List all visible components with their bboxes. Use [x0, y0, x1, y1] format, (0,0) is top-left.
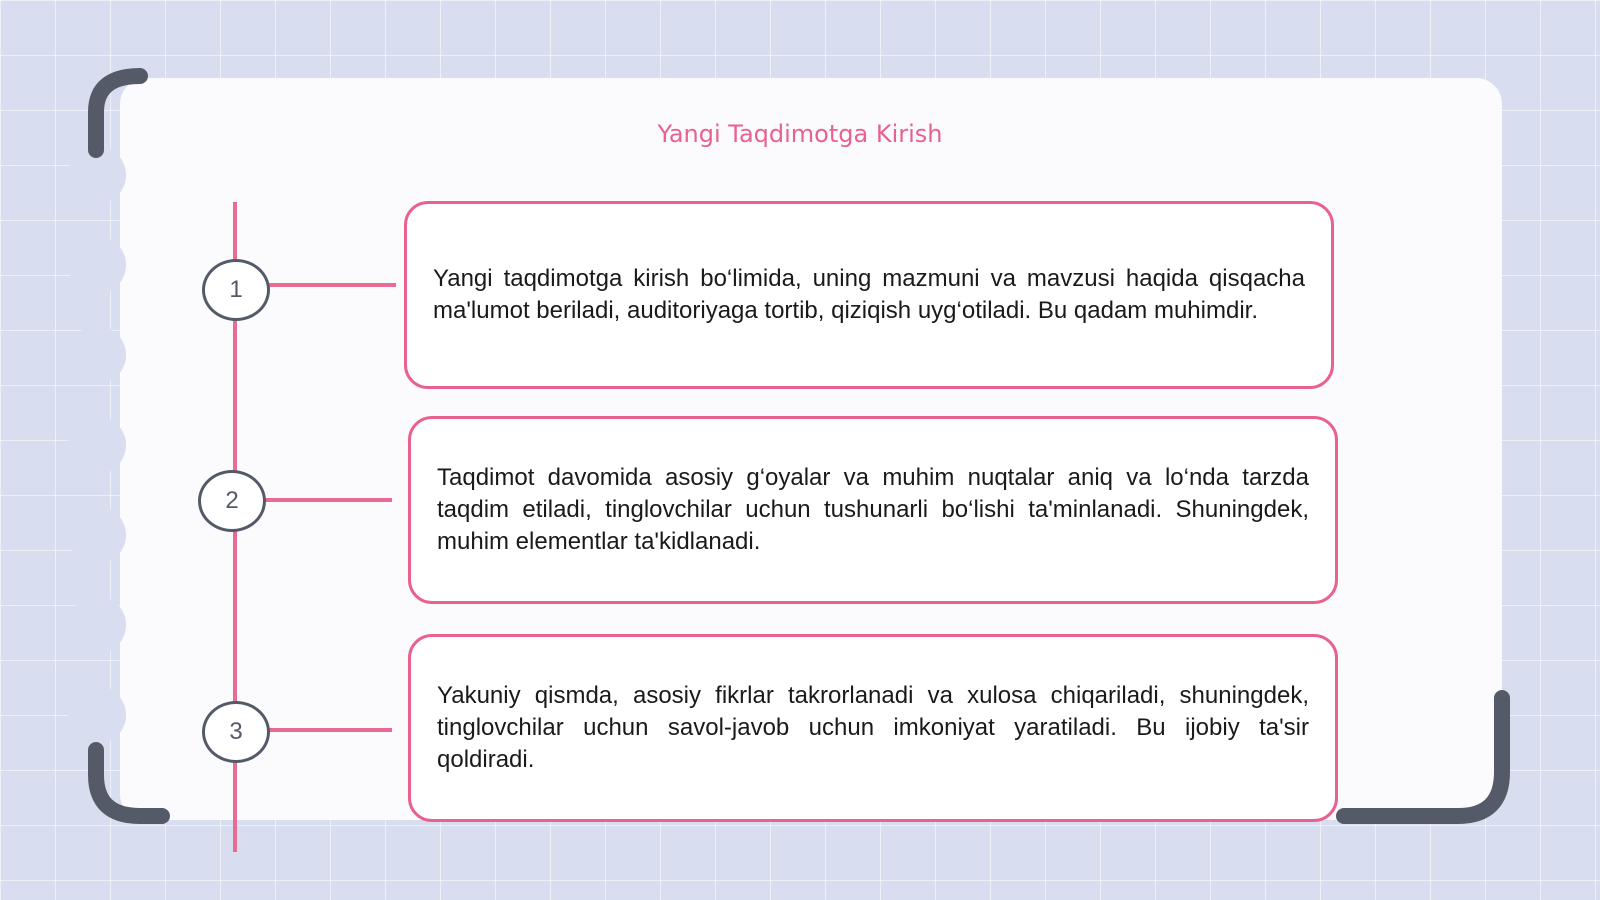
corner-bracket-bottom-right	[1344, 698, 1502, 816]
step-3-box	[408, 634, 1338, 822]
step-1-marker	[202, 259, 270, 321]
notebook-binding-holes	[68, 146, 126, 744]
step-3-marker	[202, 701, 270, 763]
slide-title: Yangi Taqdimotga Kirish	[657, 120, 943, 148]
step-2-connector	[262, 498, 392, 502]
step-2-text: Taqdimot davomida asosiy g‘oyalar va muhim nuqtalar aniq va lo‘nda tarzda taqdim etiladi, tinglovchilar uchun tushunarli bo‘lishi ta'minlanadi. Shuningdek, muhim elementlar ta'kidlanadi.	[437, 464, 1309, 555]
step-1-number: 1	[229, 276, 243, 303]
step-3-number: 3	[229, 718, 243, 745]
step-3-text: Yakuniy qismda, asosiy fikrlar takrorlanadi va xulosa chiqariladi, shuningdek, tinglovchilar uchun savol-javob uchun imkoniyat yaratiladi. Bu ijobiy ta'sir qoldiradi.	[437, 682, 1309, 773]
step-1-box	[404, 201, 1334, 389]
step-1-text: Yangi taqdimotga kirish bo‘limida, uning mazmuni va mavzusi haqida qisqacha ma'lumot beriladi, auditoriyaga tortib, qiziqish uyg‘otiladi. Bu qadam muhimdir.	[433, 265, 1305, 324]
step-1-connector	[266, 283, 396, 287]
step-2-marker	[198, 470, 266, 532]
step-2-number: 2	[225, 487, 239, 514]
step-3-connector	[266, 728, 392, 732]
step-2-box	[408, 416, 1338, 604]
corner-bracket-bottom-left	[96, 750, 162, 816]
